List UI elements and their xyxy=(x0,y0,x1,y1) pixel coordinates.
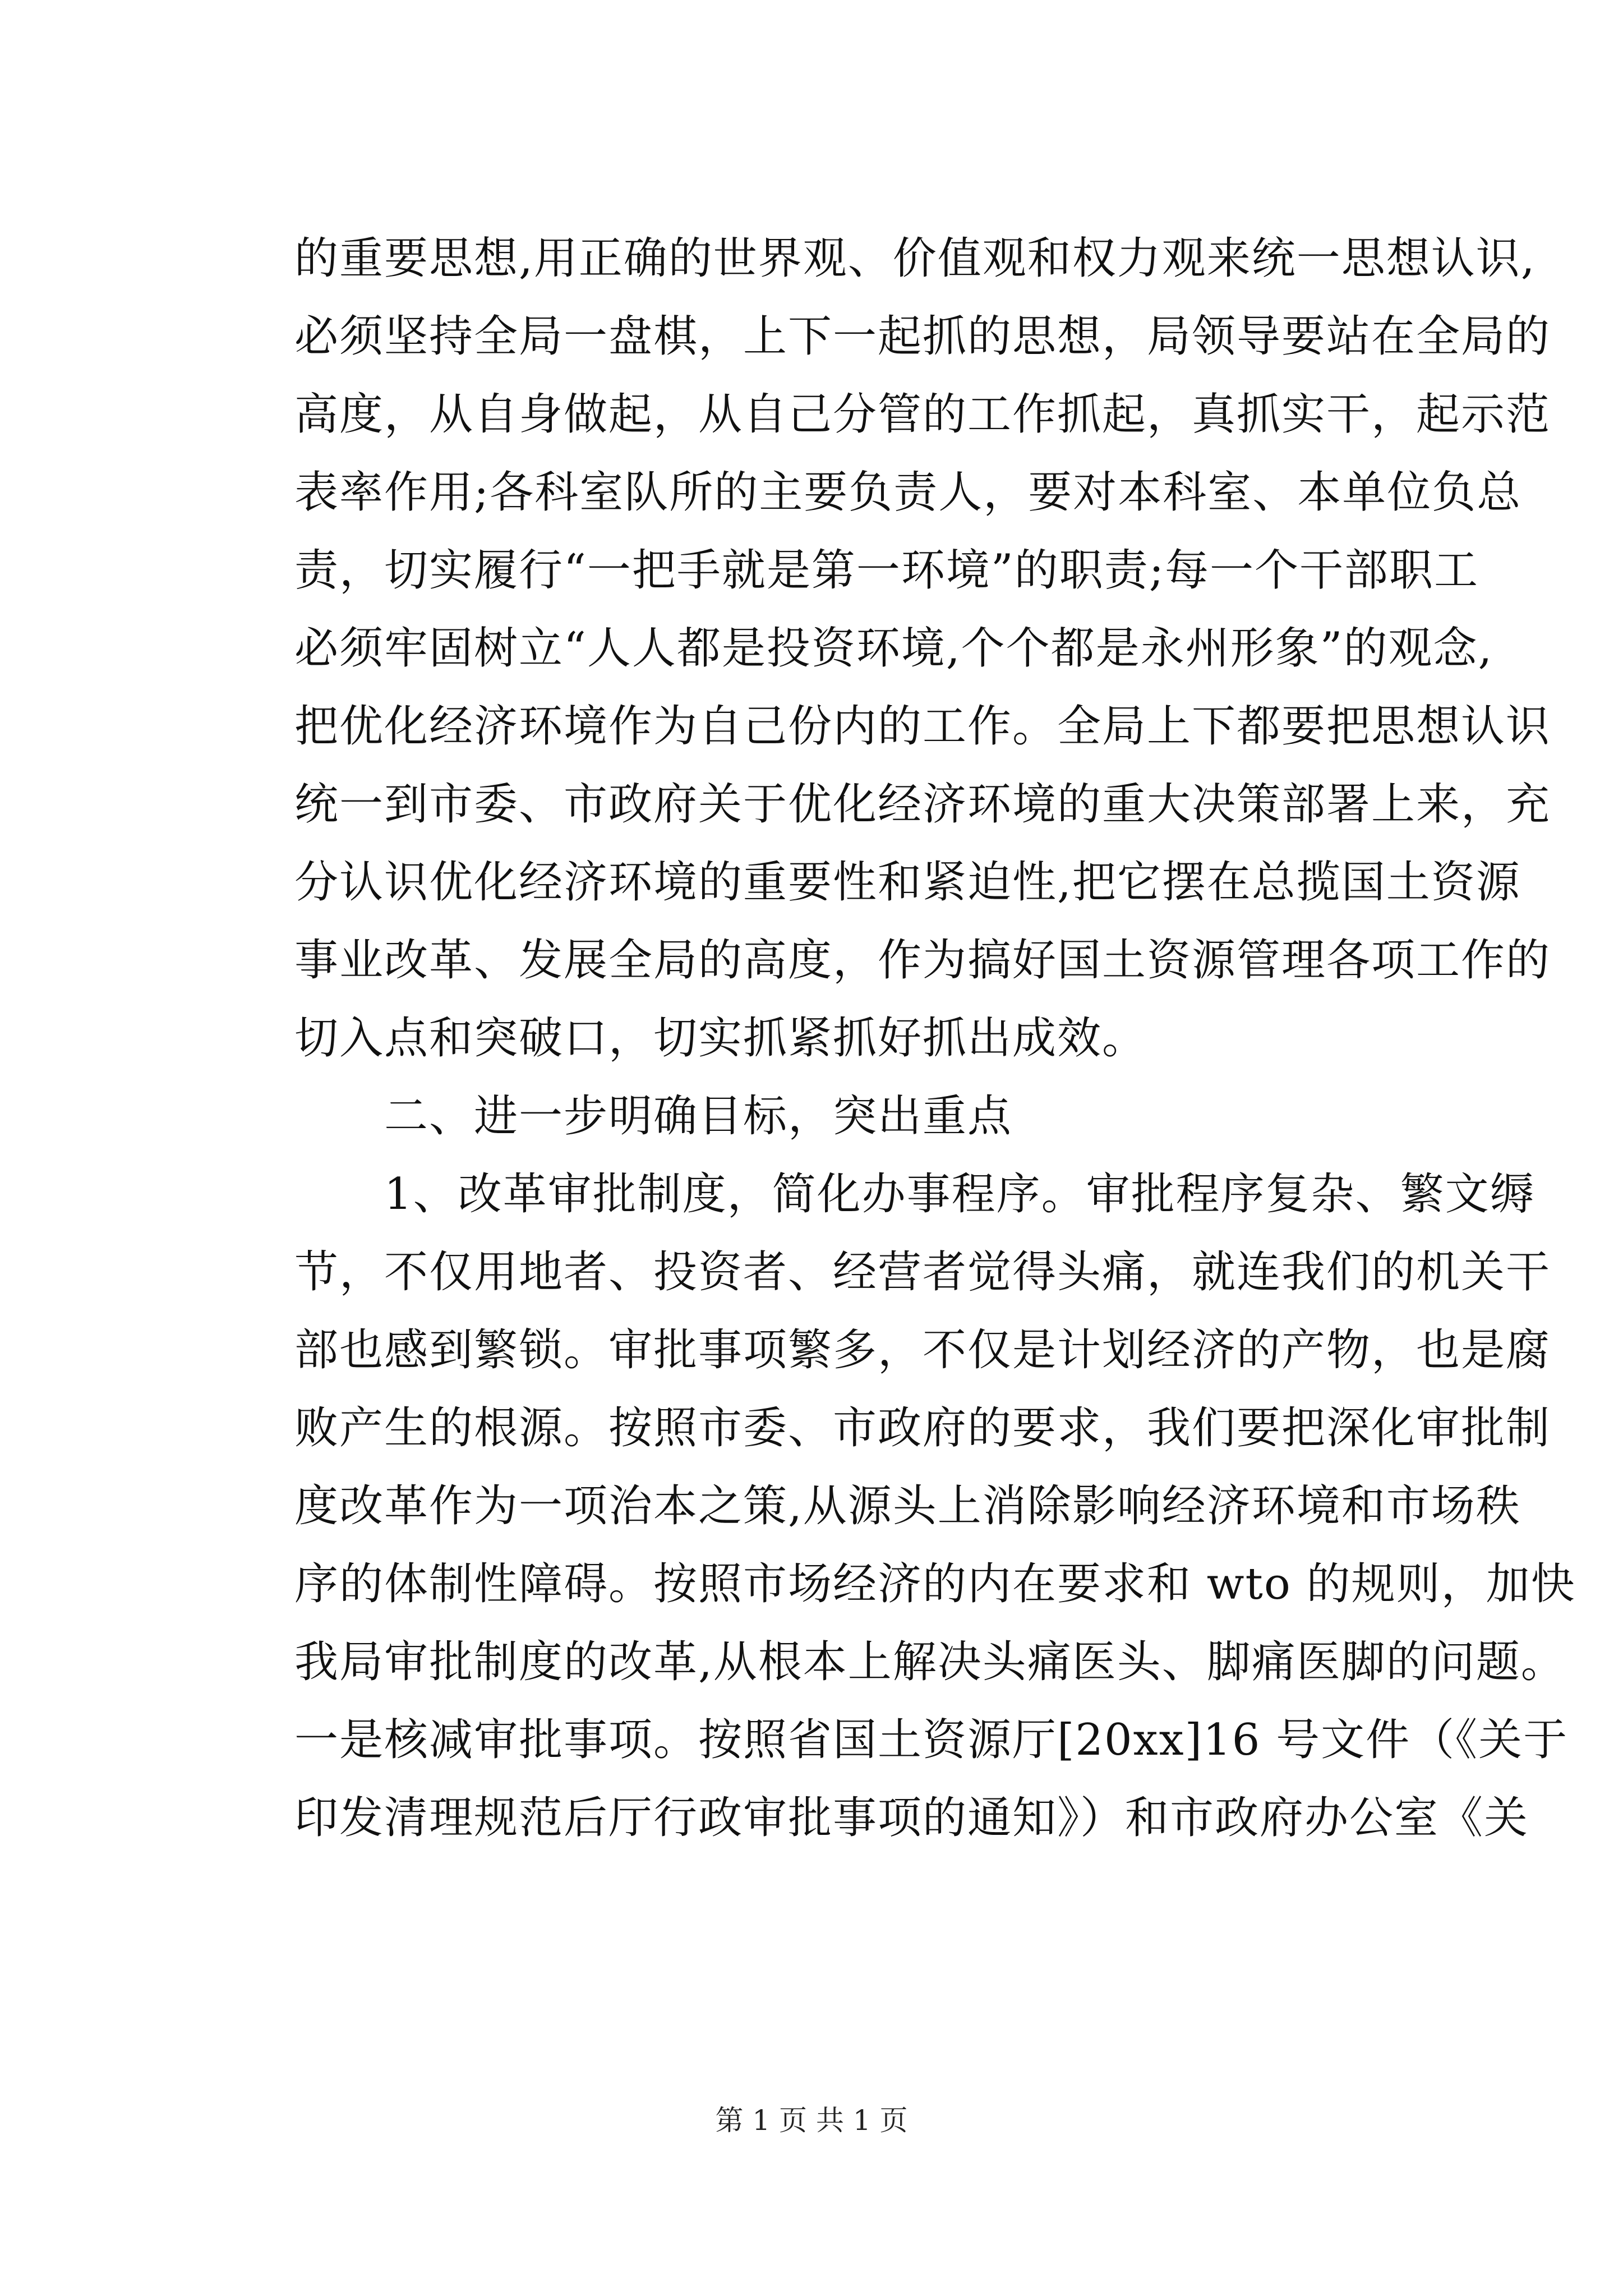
section-heading: 二、进一步明确目标，突出重点 xyxy=(384,1091,1013,1142)
text-line-20: 一是核减审批事项。按照省国土资源厅[20xx]16 号文件（《关于 xyxy=(294,1715,1569,1765)
text-line-7: 把优化经济环境作为自己份内的工作。全局上下都要把思想认识 xyxy=(294,701,1551,752)
text-line-4: 表率作用;各科室队所的主要负责人，要对本科室、本单位负总 xyxy=(294,467,1522,518)
text-line-5: 责，切实履行“一把手就是第一环境”的职责;每一个干部职工 xyxy=(294,545,1479,596)
text-line-11: 切入点和突破口，切实抓紧抓好抓出成效。 xyxy=(294,1013,1147,1064)
text-line-16: 败产生的根源。按照市委、市政府的要求，我们要把深化审批制 xyxy=(294,1403,1551,1453)
text-line-6: 必须牢固树立“人人都是投资环境,个个都是永州形象”的观念, xyxy=(294,623,1493,674)
page-footer: 第 1 页 共 1 页 xyxy=(715,2104,908,2137)
text-line-14: 节，不仅用地者、投资者、经营者觉得头痛，就连我们的机关干 xyxy=(294,1247,1551,1297)
text-line-2: 必须坚持全局一盘棋，上下一起抓的思想，局领导要站在全局的 xyxy=(294,311,1551,362)
text-line-19: 我局审批制度的改革,从根本上解决头痛医头、脚痛医脚的问题。 xyxy=(294,1637,1566,1687)
text-line-15: 部也感到繁锁。审批事项繁多，不仅是计划经济的产物，也是腐 xyxy=(294,1325,1551,1375)
text-line-1: 的重要思想,用正确的世界观、价值观和权力观来统一思想认识, xyxy=(294,233,1536,284)
text-line-10: 事业改革、发展全局的高度，作为搞好国土资源管理各项工作的 xyxy=(294,935,1551,986)
text-line-9: 分认识优化经济环境的重要性和紧迫性,把它摆在总揽国土资源 xyxy=(294,857,1521,908)
paragraph-first-line: 1、改革审批制度，简化办事程序。审批程序复杂、繁文缛 xyxy=(384,1169,1535,1220)
document-body xyxy=(294,220,1576,1857)
text-line-21: 印发清理规范后厅行政审批事项的通知》）和市政府办公室《关 xyxy=(294,1793,1529,1843)
text-line-8: 统一到市委、市政府关于优化经济环境的重大决策部署上来，充 xyxy=(294,779,1551,830)
text-line-3: 高度，从自身做起，从自己分管的工作抓起，真抓实干，起示范 xyxy=(294,389,1551,440)
text-line-18: 序的体制性障碍。按照市场经济的内在要求和 wto 的规则，加快 xyxy=(294,1559,1576,1609)
text-line-17: 度改革作为一项治本之策,从源头上消除影响经济环境和市场秩 xyxy=(294,1481,1521,1531)
